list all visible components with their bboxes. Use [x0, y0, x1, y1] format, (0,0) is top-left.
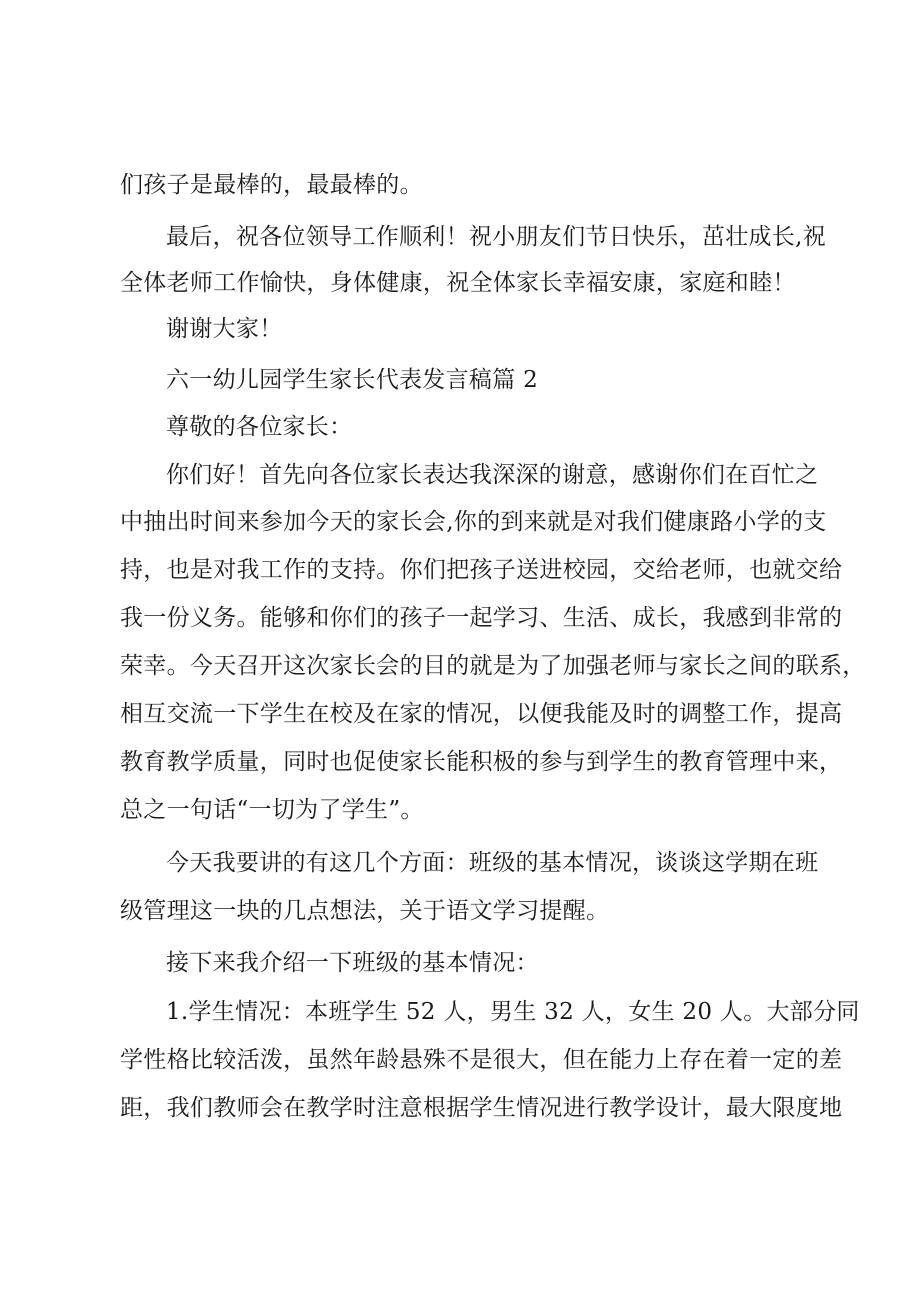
text-line: 持，也是对我工作的支持。你们把孩子送进校园，交给老师，也就交给 — [120, 557, 843, 583]
text-line: 教育教学质量，同时也促使家长能积极的参与到学生的教育管理中来， — [120, 749, 843, 775]
text-line: 谢谢大家！ — [166, 316, 283, 342]
text-line: 距，我们教师会在教学时注意根据学生情况进行教学设计，最大限度地 — [120, 1095, 843, 1121]
text-line: 级管理这一块的几点想法，关于语文学习提醒。 — [120, 898, 610, 924]
text-line: 接下来我介绍一下班级的基本情况： — [166, 950, 539, 976]
text-line: 们孩子是最棒的，最最棒的。 — [120, 172, 423, 198]
text-line: 总之一句话“一切为了学生”。 — [120, 797, 424, 823]
text-line: 你们好！首先向各位家长表达我深深的谢意，感谢你们在百忙之 — [166, 462, 819, 488]
salutation: 尊敬的各位家长： — [166, 414, 353, 440]
text-line: 1.学生情况：本班学生 52 人，男生 32 人，女生 20 人。大部分同 — [166, 999, 860, 1025]
text-line: 我一份义务。能够和你们的孩子一起学习、生活、成长，我感到非常的 — [120, 605, 843, 631]
text-line: 全体老师工作愉快，身体健康，祝全体家长幸福安康，家庭和睦！ — [120, 270, 796, 296]
text-line: 最后，祝各位领导工作顺利！祝小朋友们节日快乐，茁壮成长,祝 — [166, 224, 827, 250]
text-line: 今天我要讲的有这几个方面：班级的基本情况，谈谈这学期在班 — [166, 850, 819, 876]
text-line: 相互交流一下学生在校及在家的情况，以便我能及时的调整工作，提高 — [120, 701, 843, 727]
text-line: 中抽出时间来参加今天的家长会,你的到来就是对我们健康路小学的支 — [120, 509, 827, 535]
text-line: 学性格比较活泼，虽然年龄悬殊不是很大，但在能力上存在着一定的差 — [120, 1047, 843, 1073]
text-line: 荣幸。今天召开这次家长会的目的就是为了加强老师与家长之间的联系， — [120, 653, 866, 679]
section-heading: 六一幼儿园学生家长代表发言稿篇 2 — [166, 367, 539, 393]
